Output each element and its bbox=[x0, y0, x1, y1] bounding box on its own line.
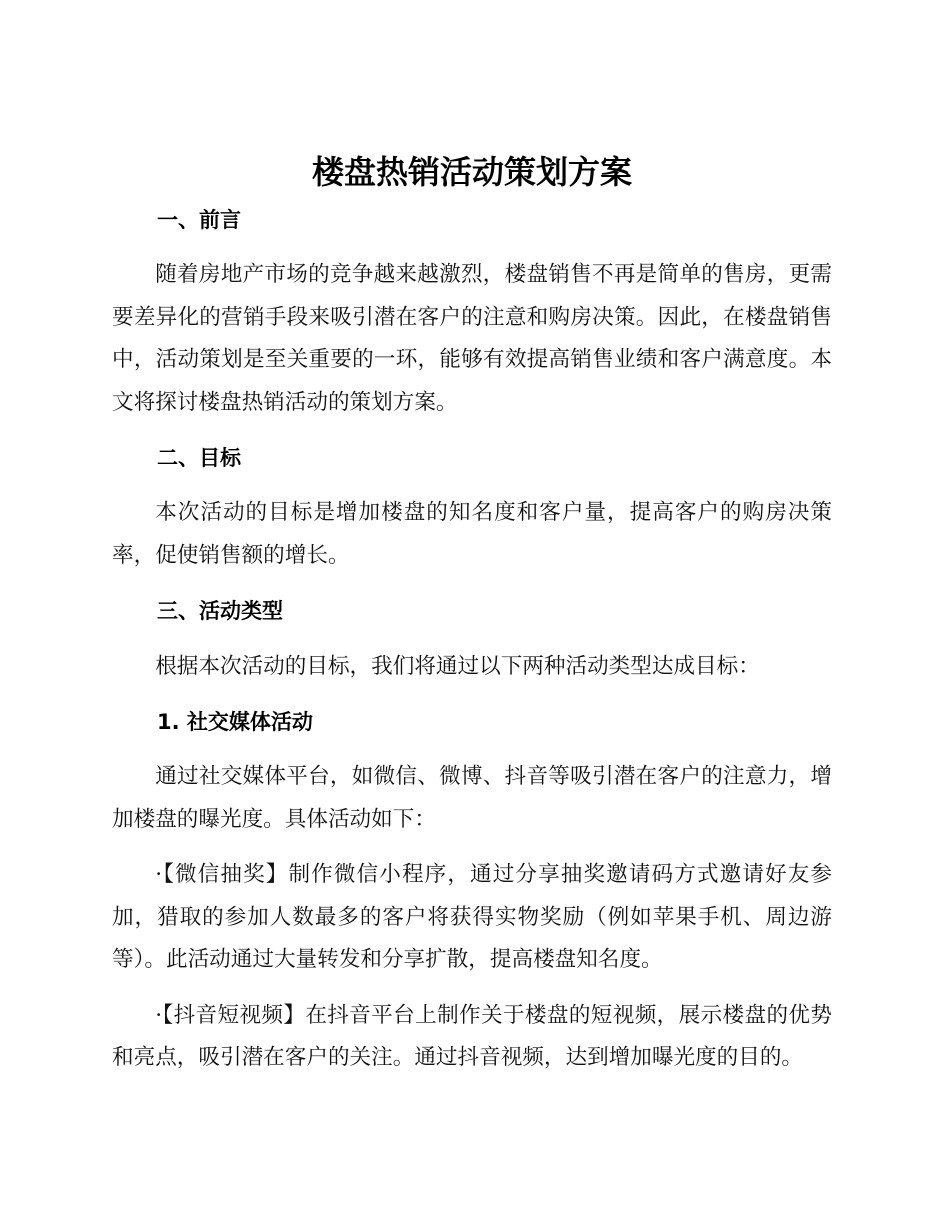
paragraph-social-media-intro: 通过社交媒体平台，如微信、微博、抖音等吸引潜在客户的注意力，增加楼盘的曝光度。具体活动如下： bbox=[112, 764, 832, 832]
document-page bbox=[112, 150, 832, 1079]
section-heading-goals: 二、目标 bbox=[157, 446, 241, 471]
list-item-douyin-video: ·【抖音短视频】在抖音平台上制作关于楼盘的短视频，展示楼盘的优势和亮点，吸引潜在客户的关注。通过抖音视频，达到增加曝光度的目的。 bbox=[112, 1002, 832, 1070]
paragraph-preface: 随着房地产市场的竞争越来越激烈，楼盘销售不再是简单的售房，更需要差异化的营销手段来吸引潜在客户的注意和购房决策。因此，在楼盘销售中，活动策划是至关重要的一环，能够有效提高销售业绩和客户满意度。本文将探讨楼盘热销活动的策划方案。 bbox=[112, 262, 832, 415]
paragraph-goals: 本次活动的目标是增加楼盘的知名度和客户量，提高客户的购房决策率，促使销售额的增长。 bbox=[112, 500, 832, 568]
subsection-heading-social-media: 1. 社交媒体活动 bbox=[157, 710, 313, 735]
list-item-wechat-lottery: ·【微信抽奖】制作微信小程序，通过分享抽奖邀请码方式邀请好友参加，猎取的参加人数最多的客户将获得实物奖励（例如苹果手机、周边游等）。此活动通过大量转发和分享扩散，提高楼盘知名度。 bbox=[112, 862, 832, 973]
section-heading-preface: 一、前言 bbox=[157, 208, 241, 232]
section-heading-activity-types: 三、活动类型 bbox=[157, 599, 283, 624]
document-title: 楼盘热销活动策划方案 bbox=[311, 153, 632, 191]
paragraph-activity-types: 根据本次活动的目标，我们将通过以下两种活动类型达成目标： bbox=[155, 653, 760, 679]
